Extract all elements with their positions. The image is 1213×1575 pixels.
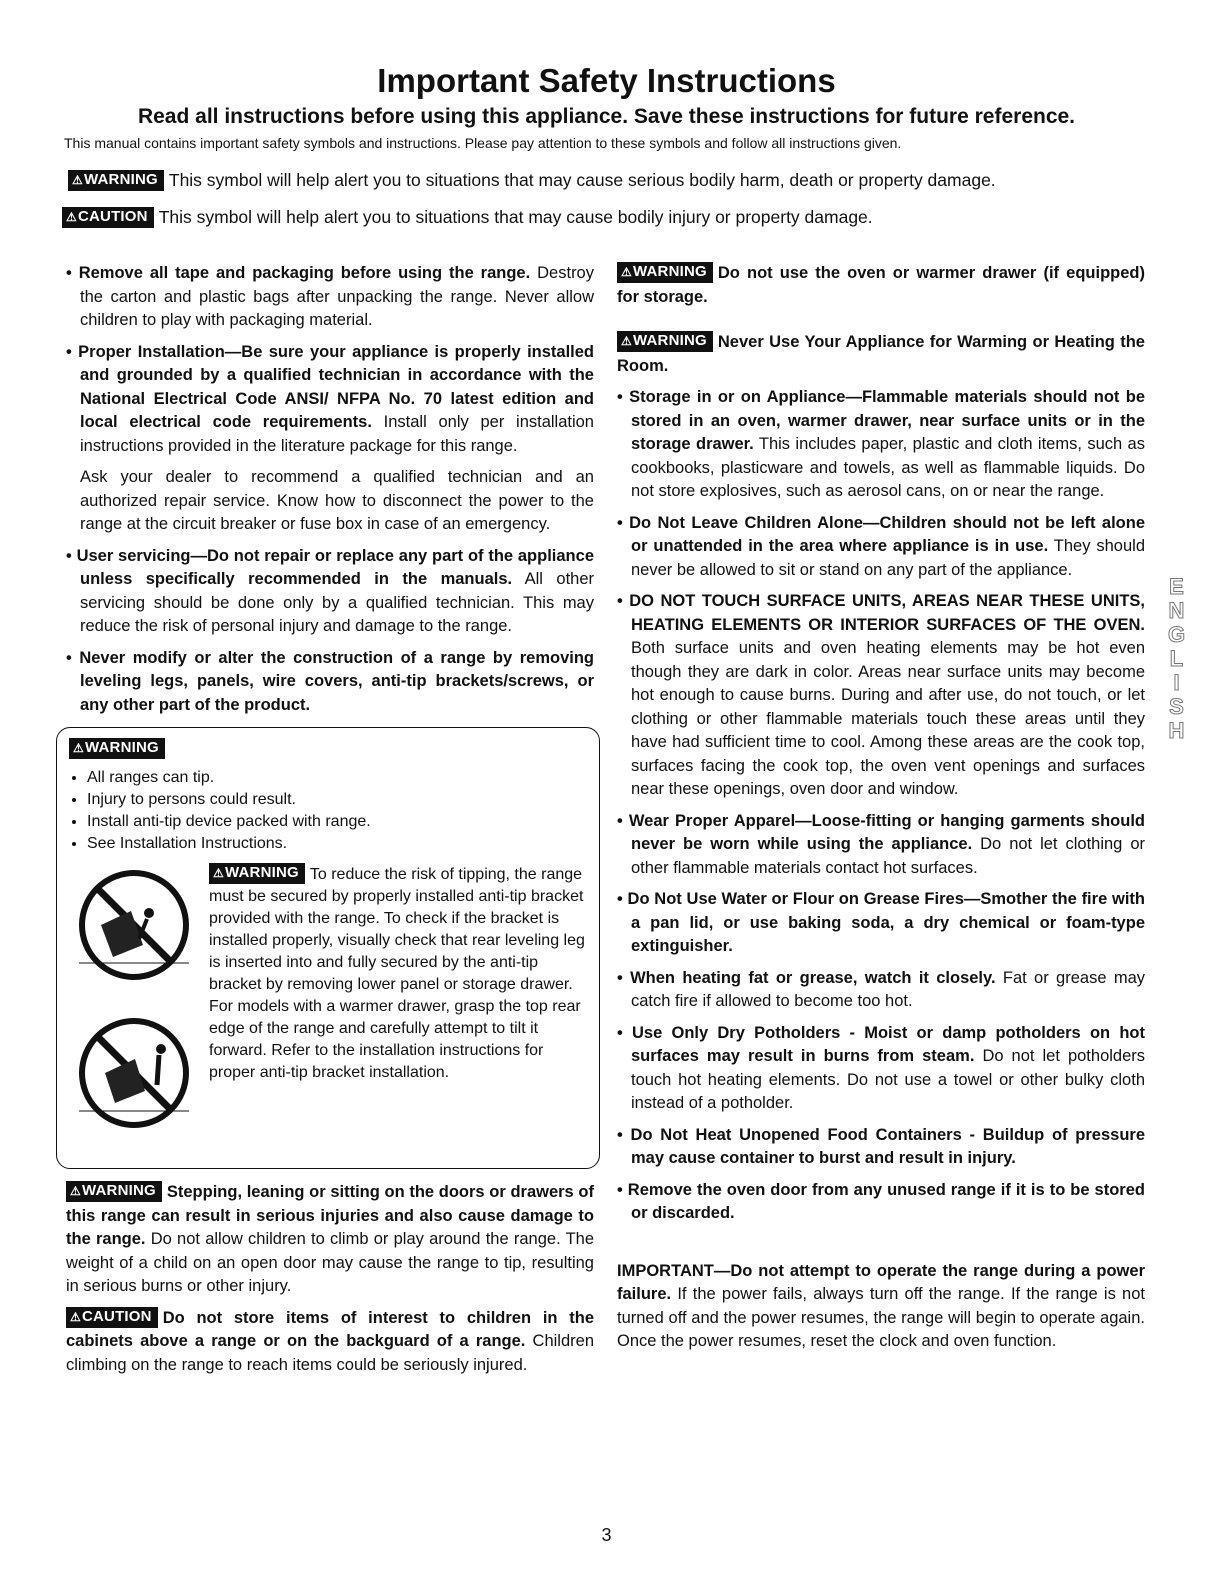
fat-grease-heading: • When heating fat or grease, watch it closely. [617,968,996,987]
warning-triangle-icon: ⚠ [621,265,632,279]
warning-triangle-icon: ⚠ [72,173,83,187]
left-column [66,262,594,1385]
potholders-text: Do not let potholders touch hot heating elements. Do not use a towel or other bulky cloth instead of a potholder. [631,1047,1146,1112]
fat-grease-item [617,967,1145,1014]
page-number: 3 [601,1525,612,1545]
power-failure-text: If the power fails, always turn off the range. If the range is not turned off and the power resumes, the range will begin to operate again. Once the power resumes, reset the clock and oven function. [617,1285,1145,1350]
grease-fire-item [617,888,1145,959]
storage-warning [617,262,1145,309]
warning-badge [617,331,713,352]
children-item [617,512,1145,583]
caution-badge [66,1307,158,1328]
anti-tip-text [209,863,587,1160]
containers-item [617,1124,1145,1171]
language-tab: ENGLISH [1164,574,1189,742]
power-failure-notice [617,1260,1145,1354]
warning-badge-label: WARNING [81,1182,156,1199]
oven-door-item [617,1179,1145,1226]
anti-tip-bullets [69,767,587,855]
stepping-warning [66,1181,594,1299]
do-not-touch-text: Both surface units and oven heating elements may be hot even though they are dark in color. Areas near surface units may become hot enough to cause burns. During and after use, do not touch, or let clothing or other flammable materials touch these areas until they have had sufficient time to cool. Among these areas are the cook top, surfaces facing the cook top, the oven vent openings and surfaces near these openings, oven door and window. [631,639,1145,798]
warning-badge [68,170,164,191]
storage-text: This includes paper, plastic and cloth items, such as cookbooks, plasticware and towels, as well as flammable liquids. Do not store explosives, such as aerosol cans, on or near the range. [631,435,1145,500]
page-title: Important Safety Instructions [377,62,836,99]
storage-heading: • Storage in or on Appliance—Flammable materials should not be stored in an oven, warmer drawer, near surface units or in the storage drawer. [617,388,1145,453]
packaging-item [66,262,594,333]
box-warning-badge [69,738,165,759]
fat-grease-text: Fat or grease may catch fire if allowed to become too hot. [631,968,1145,1010]
bullet-item: • Install anti-tip device packed with range. [87,811,587,833]
children-heading: • Do Not Leave Children Alone—Children should not be left alone or unattended in the area where appliance is in use. [617,513,1145,555]
bullet-item: • Injury to persons could result. [87,789,587,811]
store-items-caution [66,1307,594,1378]
warning-badge-label: WARNING [224,864,299,881]
never-modify-item [66,647,594,718]
caution-badge-label: CAUTION [81,1307,152,1325]
do-not-touch-item [617,590,1145,802]
never-modify-heading: • Never modify or alter the construction of a range by removing leveling legs, panels, wire covers, anti-tip brackets/screws, or any other part of the product. [66,648,594,714]
stepping-text: Do not allow children to climb or play around the range. The weight of a child on an open door may cause the range to tip, resulting in serious burns or other injury. [66,1230,595,1295]
caution-badge [62,207,154,228]
warning-triangle-icon: ⚠ [73,741,84,755]
power-failure-heading: IMPORTANT—Do not attempt to operate the range during a power failure. [617,1261,1145,1303]
spacer [617,317,1145,331]
children-text: They should never be allowed to sit or stand on any part of the appliance. [631,537,1145,579]
installation-text: Install only per installation instructions provided in the literature package for this range. [80,413,594,455]
inline-warning-badge [209,863,305,884]
warning-triangle-icon: ⚠ [621,334,632,348]
intro-text: This manual contains important safety symbols and instructions. Please pay attention to these symbols and follow all instructions given. [64,135,902,151]
storage-item [617,386,1145,504]
warning-triangle-icon: ⚠ [70,1184,81,1198]
warning-symbol-description: This symbol will help alert you to situations that may cause serious bodily harm, death or property damage. [168,170,996,190]
installation-heading: • Proper Installation—Be sure your appliance is properly installed and grounded by a qualified technician in accordance with the National Electrical Code ANSI/ NFPA No. 70 latest edition and local electrical code requirements. [66,342,594,431]
anti-tip-instructions: To reduce the risk of tipping, the range must be secured by properly installed anti-tip bracket provided with the range. To check if the bracket is installed properly, visually check that rear leveling leg is inserted into and fully secured by the anti-tip bracket by removing lower panel or storage drawer. For models with a warmer drawer, grasp the top rear edge of the range and carefully attempt to tilt it forward. Refer to the installation instructions for proper anti-tip bracket installation. [209,866,585,1081]
apparel-heading: • Wear Proper Apparel—Loose-fitting or hanging garments should never be worn while using the appliance. [617,811,1145,853]
packaging-heading: • Remove all tape and packaging before using the range. [66,264,531,282]
tip-illustrations [69,863,209,1160]
heating-room-warning [617,331,1145,378]
caution-symbol-description: This symbol will help alert you to situations that may cause bodily injury or property damage. [158,207,873,227]
warning-badge-label: WARNING [632,263,707,280]
anti-tip-warning-box [56,727,600,1169]
oven-door-heading: • Remove the oven door from any unused range if it is to be stored or discarded. [617,1180,1145,1222]
page-subtitle: Read all instructions before using this appliance. Save these instructions for future reference. [137,105,1076,128]
caution-symbol-line [62,207,873,228]
potholders-item [617,1022,1145,1116]
warning-badge-label: WARNING [83,171,158,188]
potholders-heading: • Use Only Dry Potholders - Moist or damp potholders on hot surfaces may result in burns from steam. [617,1023,1145,1065]
right-column [617,262,1145,1362]
warning-triangle-icon: ⚠ [213,866,224,880]
warning-badge-label: WARNING [84,739,159,756]
warning-badge [66,1181,162,1202]
containers-heading: • Do Not Heat Unopened Food Containers - Buildup of pressure may cause container to burst and result in injury. [617,1125,1145,1167]
warning-symbol-line [68,170,996,191]
no-tipping-icon [69,863,199,1153]
user-servicing-text: All other servicing should be done only by a qualified technician. This may reduce the risk of personal injury and damage to the range. [80,570,594,635]
heating-room-warning-text: Never Use Your Appliance for Warming or Heating the Room. [617,333,1145,375]
caution-triangle-icon: ⚠ [70,1309,81,1324]
store-items-heading: Do not store items of interest to children in the cabinets above a range or on the backguard of a range. [66,1308,594,1350]
storage-warning-text: Do not use the oven or warmer drawer (if equipped) for storage. [617,264,1145,306]
user-servicing-item [66,545,594,639]
apparel-item [617,810,1145,881]
installation-paragraph: Ask your dealer to recommend a qualified technician and an authorized repair service. Know how to disconnect the power to the range at the circuit breaker or fuse box in case of an emergency. [80,468,594,533]
warning-badge [617,262,713,283]
stepping-heading: Stepping, leaning or sitting on the doors or drawers of this range can result in serious injuries and also cause damage to the range. [66,1183,594,1248]
caution-triangle-icon: ⚠ [66,210,77,224]
bullet-item: • See Installation Instructions. [87,833,587,855]
do-not-touch-heading: • DO NOT TOUCH SURFACE UNITS, AREAS NEAR THESE UNITS, HEATING ELEMENTS OR INTERIOR SURFACES OF THE OVEN. [617,592,1145,634]
warning-badge-label: WARNING [632,332,707,349]
installation-item [66,341,594,459]
caution-badge-label: CAUTION [77,208,148,225]
bullet-item: • All ranges can tip. [87,767,587,789]
spacer [617,1234,1145,1260]
store-items-text: Children climbing on the range to reach items could be seriously injured. [66,1332,594,1374]
user-servicing-heading: • User servicing—Do not repair or replace any part of the appliance unless specifically recommended in the manuals. [66,546,594,588]
packaging-text: Destroy the carton and plastic bags after unpacking the range. Never allow children to play with packaging material. [80,264,594,329]
apparel-text: Do not let clothing or other flammable materials contact hot surfaces. [631,835,1145,877]
anti-tip-area [69,863,587,1160]
grease-fire-heading: • Do Not Use Water or Flour on Grease Fires—Smother the fire with a pan lid, or use baking soda, a dry chemical or foam-type extinguisher. [617,890,1145,955]
